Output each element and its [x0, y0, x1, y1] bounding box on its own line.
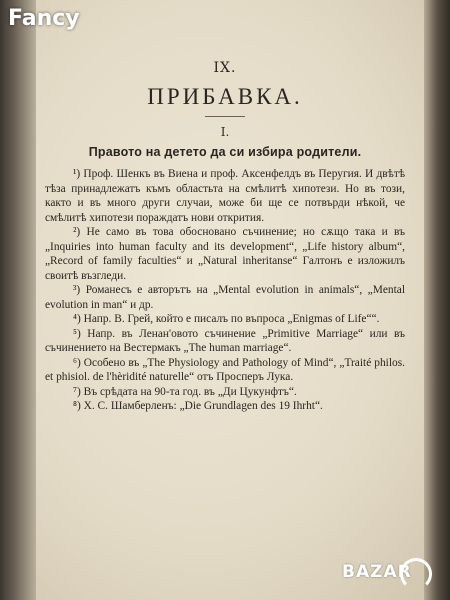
book-page — [45, 58, 405, 588]
footnote: ⁷) Въ срѣдата на 90-та год. въ „Ди Цукунфтъ“. — [73, 385, 297, 398]
footnote: ³) Романесъ е авторътъ на „Mental evolution in animals“, „Mental evolution in man“ и др. — [45, 284, 405, 311]
footnote: ⁸) Х. С. Шамберленъ: „Die Grundlagen des 19 Ihrht“. — [73, 400, 323, 412]
divider-rule — [205, 116, 245, 117]
section-number: I. — [220, 125, 230, 139]
footnote: ²) Не само въ това обосновано съчинение; но сѫщо така и въ „Inquiries into human faculty and its development“, „Life history album“, „Record of family faculties“ и „Natural inheritanse“ Галтонъ е изложилъ своитѣ възгледи. — [45, 226, 405, 282]
watermark-logo-top: Fancy — [8, 6, 80, 31]
bazar-logo-text: BAZAR — [342, 562, 412, 582]
footnote: ¹) Проф. Шенкъ въ Виена и проф. Аксенфелдъ въ Перугия. И двѣтѣ тѣза принадлежатъ къмъ областьта на смѣлитѣ хипотези. Но въ този, както и въ много други случаи, може би ще се потвърди нѣкой, че смѣлитѣ хипотези пораждатъ нови открития. — [45, 168, 405, 224]
section-heading: Правото на детето да си избира родители. — [88, 145, 362, 159]
book-edge-shadow — [424, 0, 450, 600]
footnotes-list — [45, 167, 405, 414]
sun-icon — [400, 558, 432, 590]
bazar-logo — [338, 556, 436, 590]
chapter-title: ПРИБАВКА. — [147, 84, 303, 109]
footnote: ⁶) Особено въ „The Physiology and Pathology of Mind“, „Traité philos. et phisiol. de l'hèridité naturelle“ отъ Проспeръ Лука. — [45, 356, 405, 383]
footnote: ⁴) Напр. В. Грей, който е писалъ по въпроса „Enigmas of Life““. — [73, 313, 380, 325]
book-spine-shadow — [0, 0, 36, 600]
footnote: ⁵) Напр. въ Ленан'овото съчинение „Primitive Marriage“ или въ съчинението на Вестермакъ „The human marriage“. — [45, 327, 405, 354]
chapter-number: IX. — [213, 60, 237, 76]
